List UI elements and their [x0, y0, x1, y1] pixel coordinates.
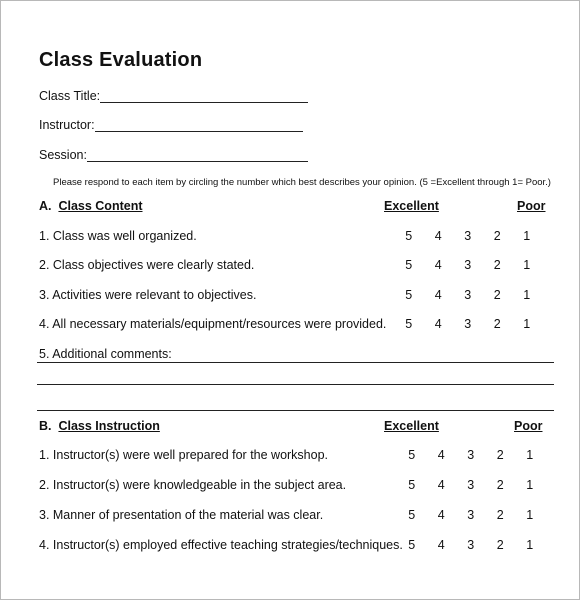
section-a-title: Class Content — [58, 199, 143, 213]
rating-option[interactable]: 4 — [437, 448, 445, 462]
section-b-item-4-ratings — [397, 538, 545, 552]
class-title-label: Class Title: — [39, 89, 101, 103]
rating-option[interactable]: 1 — [526, 478, 534, 492]
rating-option[interactable]: 4 — [434, 229, 442, 243]
comments-line-1[interactable] — [37, 362, 554, 363]
section-a-item-1-ratings — [394, 229, 542, 243]
comments-line-2[interactable] — [37, 384, 554, 385]
section-a-item-4: 4. All necessary materials/equipment/resources were provided. — [39, 317, 387, 331]
instructor-label: Instructor: — [39, 118, 95, 132]
rating-option[interactable]: 2 — [493, 229, 501, 243]
session-field[interactable] — [39, 148, 308, 162]
section-b-item-3-ratings — [397, 508, 545, 522]
section-b-prefix: B. — [39, 419, 52, 433]
section-a-heading — [39, 199, 143, 213]
section-a-excellent-header: Excellent — [384, 199, 439, 213]
rating-option[interactable]: 5 — [405, 317, 413, 331]
rating-option[interactable]: 3 — [467, 508, 475, 522]
rating-option[interactable]: 3 — [464, 229, 472, 243]
section-a-item-1: 1. Class was well organized. — [39, 229, 197, 243]
section-a-item-2: 2. Class objectives were clearly stated. — [39, 258, 255, 272]
section-a-item-3: 3. Activities were relevant to objectives. — [39, 288, 257, 302]
rating-option[interactable]: 5 — [408, 508, 416, 522]
section-b-item-2-ratings — [397, 478, 545, 492]
section-b-title: Class Instruction — [58, 419, 160, 433]
section-a-poor-header: Poor — [517, 199, 546, 213]
form-title: Class Evaluation — [39, 49, 203, 71]
rating-option[interactable]: 3 — [467, 538, 475, 552]
class-title-field[interactable] — [39, 89, 308, 103]
section-b-item-3: 3. Manner of presentation of the material was clear. — [39, 508, 324, 522]
rating-option[interactable]: 2 — [496, 508, 504, 522]
rating-option[interactable]: 1 — [526, 538, 534, 552]
rating-option[interactable]: 2 — [493, 288, 501, 302]
rating-option[interactable]: 1 — [523, 258, 531, 272]
rating-option[interactable]: 3 — [467, 448, 475, 462]
rating-option[interactable]: 5 — [405, 229, 413, 243]
comments-line-3[interactable] — [37, 410, 554, 411]
rating-option[interactable]: 5 — [408, 538, 416, 552]
section-b-item-2: 2. Instructor(s) were knowledgeable in the subject area. — [39, 478, 347, 492]
rating-option[interactable]: 5 — [408, 478, 416, 492]
section-b-heading — [39, 419, 160, 433]
section-b-excellent-header: Excellent — [384, 419, 439, 433]
session-label: Session: — [39, 148, 87, 162]
rating-option[interactable]: 5 — [405, 288, 413, 302]
rating-option[interactable]: 1 — [526, 508, 534, 522]
rating-option[interactable]: 3 — [464, 258, 472, 272]
rating-option[interactable]: 1 — [523, 288, 531, 302]
rating-option[interactable]: 4 — [437, 478, 445, 492]
rating-option[interactable]: 4 — [434, 288, 442, 302]
rating-option[interactable]: 3 — [467, 478, 475, 492]
rating-option[interactable]: 1 — [523, 317, 531, 331]
rating-option[interactable]: 4 — [437, 508, 445, 522]
rating-option[interactable]: 2 — [496, 478, 504, 492]
rating-option[interactable]: 4 — [434, 258, 442, 272]
rating-option[interactable]: 2 — [493, 317, 501, 331]
rating-option[interactable]: 5 — [405, 258, 413, 272]
rating-option[interactable]: 1 — [523, 229, 531, 243]
section-a-prefix: A. — [39, 199, 52, 213]
rating-option[interactable]: 2 — [493, 258, 501, 272]
instructions-text: Please respond to each item by circling the number which best describes your opinion. (5 =Excellent through 1= Poor.) — [53, 177, 551, 188]
section-b-poor-header: Poor — [514, 419, 543, 433]
rating-option[interactable]: 4 — [437, 538, 445, 552]
rating-option[interactable]: 3 — [464, 288, 472, 302]
rating-option[interactable]: 1 — [526, 448, 534, 462]
section-a-item-2-ratings — [394, 258, 542, 272]
rating-option[interactable]: 5 — [408, 448, 416, 462]
instructor-line[interactable] — [95, 119, 303, 132]
section-a-comments-label: 5. Additional comments: — [39, 347, 172, 361]
section-a-item-4-ratings — [394, 317, 542, 331]
section-b-item-1: 1. Instructor(s) were well prepared for the workshop. — [39, 448, 329, 462]
rating-option[interactable]: 4 — [434, 317, 442, 331]
session-line[interactable] — [87, 149, 308, 162]
rating-option[interactable]: 2 — [496, 538, 504, 552]
rating-option[interactable]: 2 — [496, 448, 504, 462]
instructor-field[interactable] — [39, 118, 303, 132]
class-title-line[interactable] — [100, 90, 308, 103]
section-b-item-1-ratings — [397, 448, 545, 462]
section-b-item-4: 4. Instructor(s) employed effective teaching strategies/techniques. — [39, 538, 403, 552]
rating-option[interactable]: 3 — [464, 317, 472, 331]
section-a-item-3-ratings — [394, 288, 542, 302]
